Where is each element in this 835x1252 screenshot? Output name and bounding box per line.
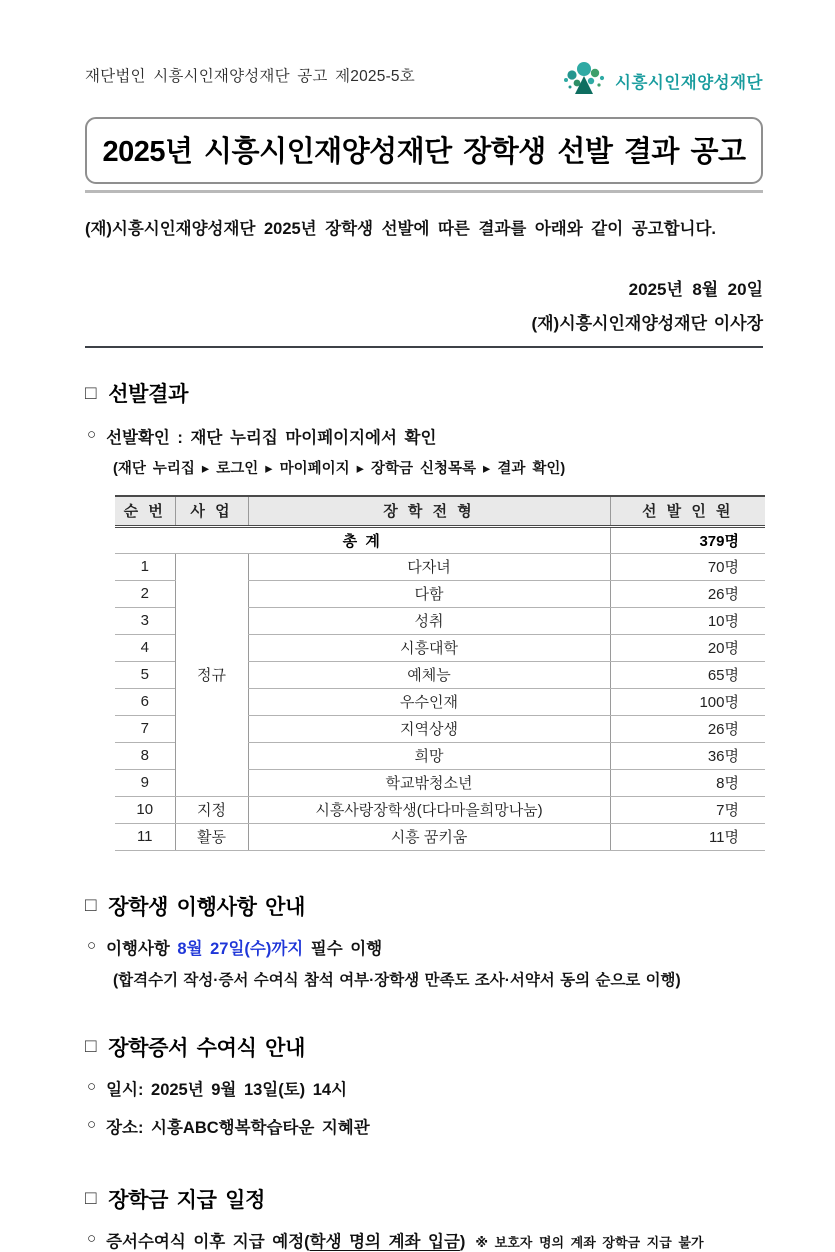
doc-number: 재단법인 시흥시인재양성재단 공고 제2025-5호: [85, 68, 415, 85]
logo-wordmark: 시흥시인재양성재단: [615, 73, 763, 92]
payment-suffix: ): [459, 1232, 466, 1251]
signature-divider: [85, 346, 763, 348]
row-type: 성취: [248, 607, 610, 634]
row-count: 8명: [610, 769, 765, 796]
row-no: 5: [115, 661, 175, 688]
section-obligations-title: 장학생 이행사항 안내: [108, 895, 306, 919]
square-bullet-icon: □: [85, 382, 97, 404]
row-count: 7명: [610, 796, 765, 823]
section-results-title: 선발결과: [108, 383, 189, 406]
table-header-row: [115, 496, 765, 526]
payment-schedule-line: [87, 1228, 763, 1252]
obligation-deadline-text: [106, 935, 382, 959]
row-no: 1: [115, 553, 175, 580]
deadline-suffix: 필수 이행: [303, 939, 383, 958]
row-no: 2: [115, 580, 175, 607]
square-bullet-icon: □: [85, 895, 97, 916]
breadcrumb: (재단 누리집 ▸ 로그인 ▸ 마이페이지 ▸ 장학금 신청목록 ▸ 결과 확인): [113, 461, 566, 477]
row-count: 10명: [610, 607, 765, 634]
ceremony-place-line: [87, 1114, 763, 1138]
row-no: 8: [115, 742, 175, 769]
section-ceremony-heading: [85, 1032, 763, 1062]
row-no: 9: [115, 769, 175, 796]
obligation-deadline-line: [87, 935, 763, 959]
tree-of-dots-icon: [562, 58, 608, 103]
section-payment-title: 장학금 지급 일정: [108, 1188, 266, 1212]
payment-account-underlined: 학생 명의 계좌 입금: [309, 1232, 460, 1251]
table-row: [115, 553, 765, 580]
result-check-text: 선발확인 : 재단 누리집 마이페이지에서 확인: [106, 429, 437, 447]
col-header-type: 장 학 전 형: [248, 496, 610, 526]
row-count: 11명: [610, 823, 765, 850]
table-total-row: [115, 526, 765, 553]
row-count: 70명: [610, 553, 765, 580]
row-type: 시흥 꿈키움: [248, 823, 610, 850]
result-check-line: [87, 424, 763, 448]
table-row: [115, 823, 765, 850]
ceremony-datetime: 일시: 2025년 9월 13일(토) 14시: [106, 1080, 348, 1099]
title-banner: [85, 117, 763, 184]
row-type: 예체능: [248, 661, 610, 688]
program-group-designated: 지정: [175, 796, 248, 823]
total-label: 총 계: [115, 526, 610, 553]
row-no: 11: [115, 823, 175, 850]
row-count: 65명: [610, 661, 765, 688]
section-results-heading: [85, 378, 763, 408]
row-type: 시흥사랑장학생(다다마을희망나눔): [248, 796, 610, 823]
deadline-highlight: 8월 27일(수)까지: [177, 939, 304, 958]
col-header-program: 사 업: [175, 496, 248, 526]
intro-paragraph: (재)시흥시인재양성재단 2025년 장학생 선발에 따른 결과를 아래와 같이 공고합니다.: [85, 220, 717, 238]
document-header: [85, 58, 763, 103]
announcement-date: 2025년 8월 20일: [628, 280, 763, 299]
ceremony-datetime-line: [87, 1076, 763, 1100]
row-type: 다자녀: [248, 553, 610, 580]
section-payment: [85, 1184, 763, 1252]
row-no: 3: [115, 607, 175, 634]
banner-divider: [85, 190, 763, 193]
section-ceremony-title: 장학증서 수여식 안내: [108, 1036, 306, 1060]
circle-bullet-icon: ○: [87, 426, 97, 443]
row-count: 36명: [610, 742, 765, 769]
circle-bullet-icon: ○: [87, 1077, 97, 1095]
row-count: 100명: [610, 688, 765, 715]
obligation-steps: (합격수기 작성·증서 수여식 참석 여부·장학생 만족도 조사·서약서 동의 순으로 이행): [113, 971, 681, 989]
foundation-logo: [562, 58, 763, 103]
ceremony-place: 장소: 시흥ABC행복학습타운 지혜관: [106, 1118, 370, 1137]
square-bullet-icon: □: [85, 1188, 97, 1209]
payment-prefix: 증서수여식 이후 지급 예정(: [106, 1232, 310, 1251]
circle-bullet-icon: ○: [87, 1229, 97, 1247]
section-payment-heading: [85, 1184, 763, 1214]
section-results: [85, 378, 763, 851]
row-no: 6: [115, 688, 175, 715]
row-count: 26명: [610, 715, 765, 742]
payment-guardian-note: ※ 보호자 명의 계좌 장학금 지급 불가: [475, 1234, 704, 1250]
col-header-count: 선 발 인 원: [610, 496, 765, 526]
row-type: 지역상생: [248, 715, 610, 742]
row-no: 7: [115, 715, 175, 742]
row-type: 우수인재: [248, 688, 610, 715]
selection-results-table: [115, 495, 765, 851]
col-header-no: 순 번: [115, 496, 175, 526]
row-type: 시흥대학: [248, 634, 610, 661]
table-row: [115, 796, 765, 823]
square-bullet-icon: □: [85, 1036, 97, 1057]
section-obligations: [85, 891, 763, 990]
circle-bullet-icon: ○: [87, 936, 97, 954]
row-type: 희망: [248, 742, 610, 769]
row-type: 다함: [248, 580, 610, 607]
page-title: 2025년 시흥시인재양성재단 장학생 선발 결과 공고: [102, 136, 746, 168]
row-count: 26명: [610, 580, 765, 607]
row-count: 20명: [610, 634, 765, 661]
row-type: 학교밖청소년: [248, 769, 610, 796]
section-ceremony: [85, 1032, 763, 1138]
section-obligations-heading: [85, 891, 763, 921]
program-group-regular: 정규: [175, 553, 248, 796]
program-group-activity: 활동: [175, 823, 248, 850]
circle-bullet-icon: ○: [87, 1115, 97, 1133]
deadline-prefix: 이행사항: [106, 939, 178, 958]
signer: (재)시흥시인재양성재단 이사장: [531, 314, 763, 333]
total-count: 379명: [610, 526, 765, 553]
row-no: 10: [115, 796, 175, 823]
payment-schedule-text: [106, 1228, 703, 1252]
row-no: 4: [115, 634, 175, 661]
